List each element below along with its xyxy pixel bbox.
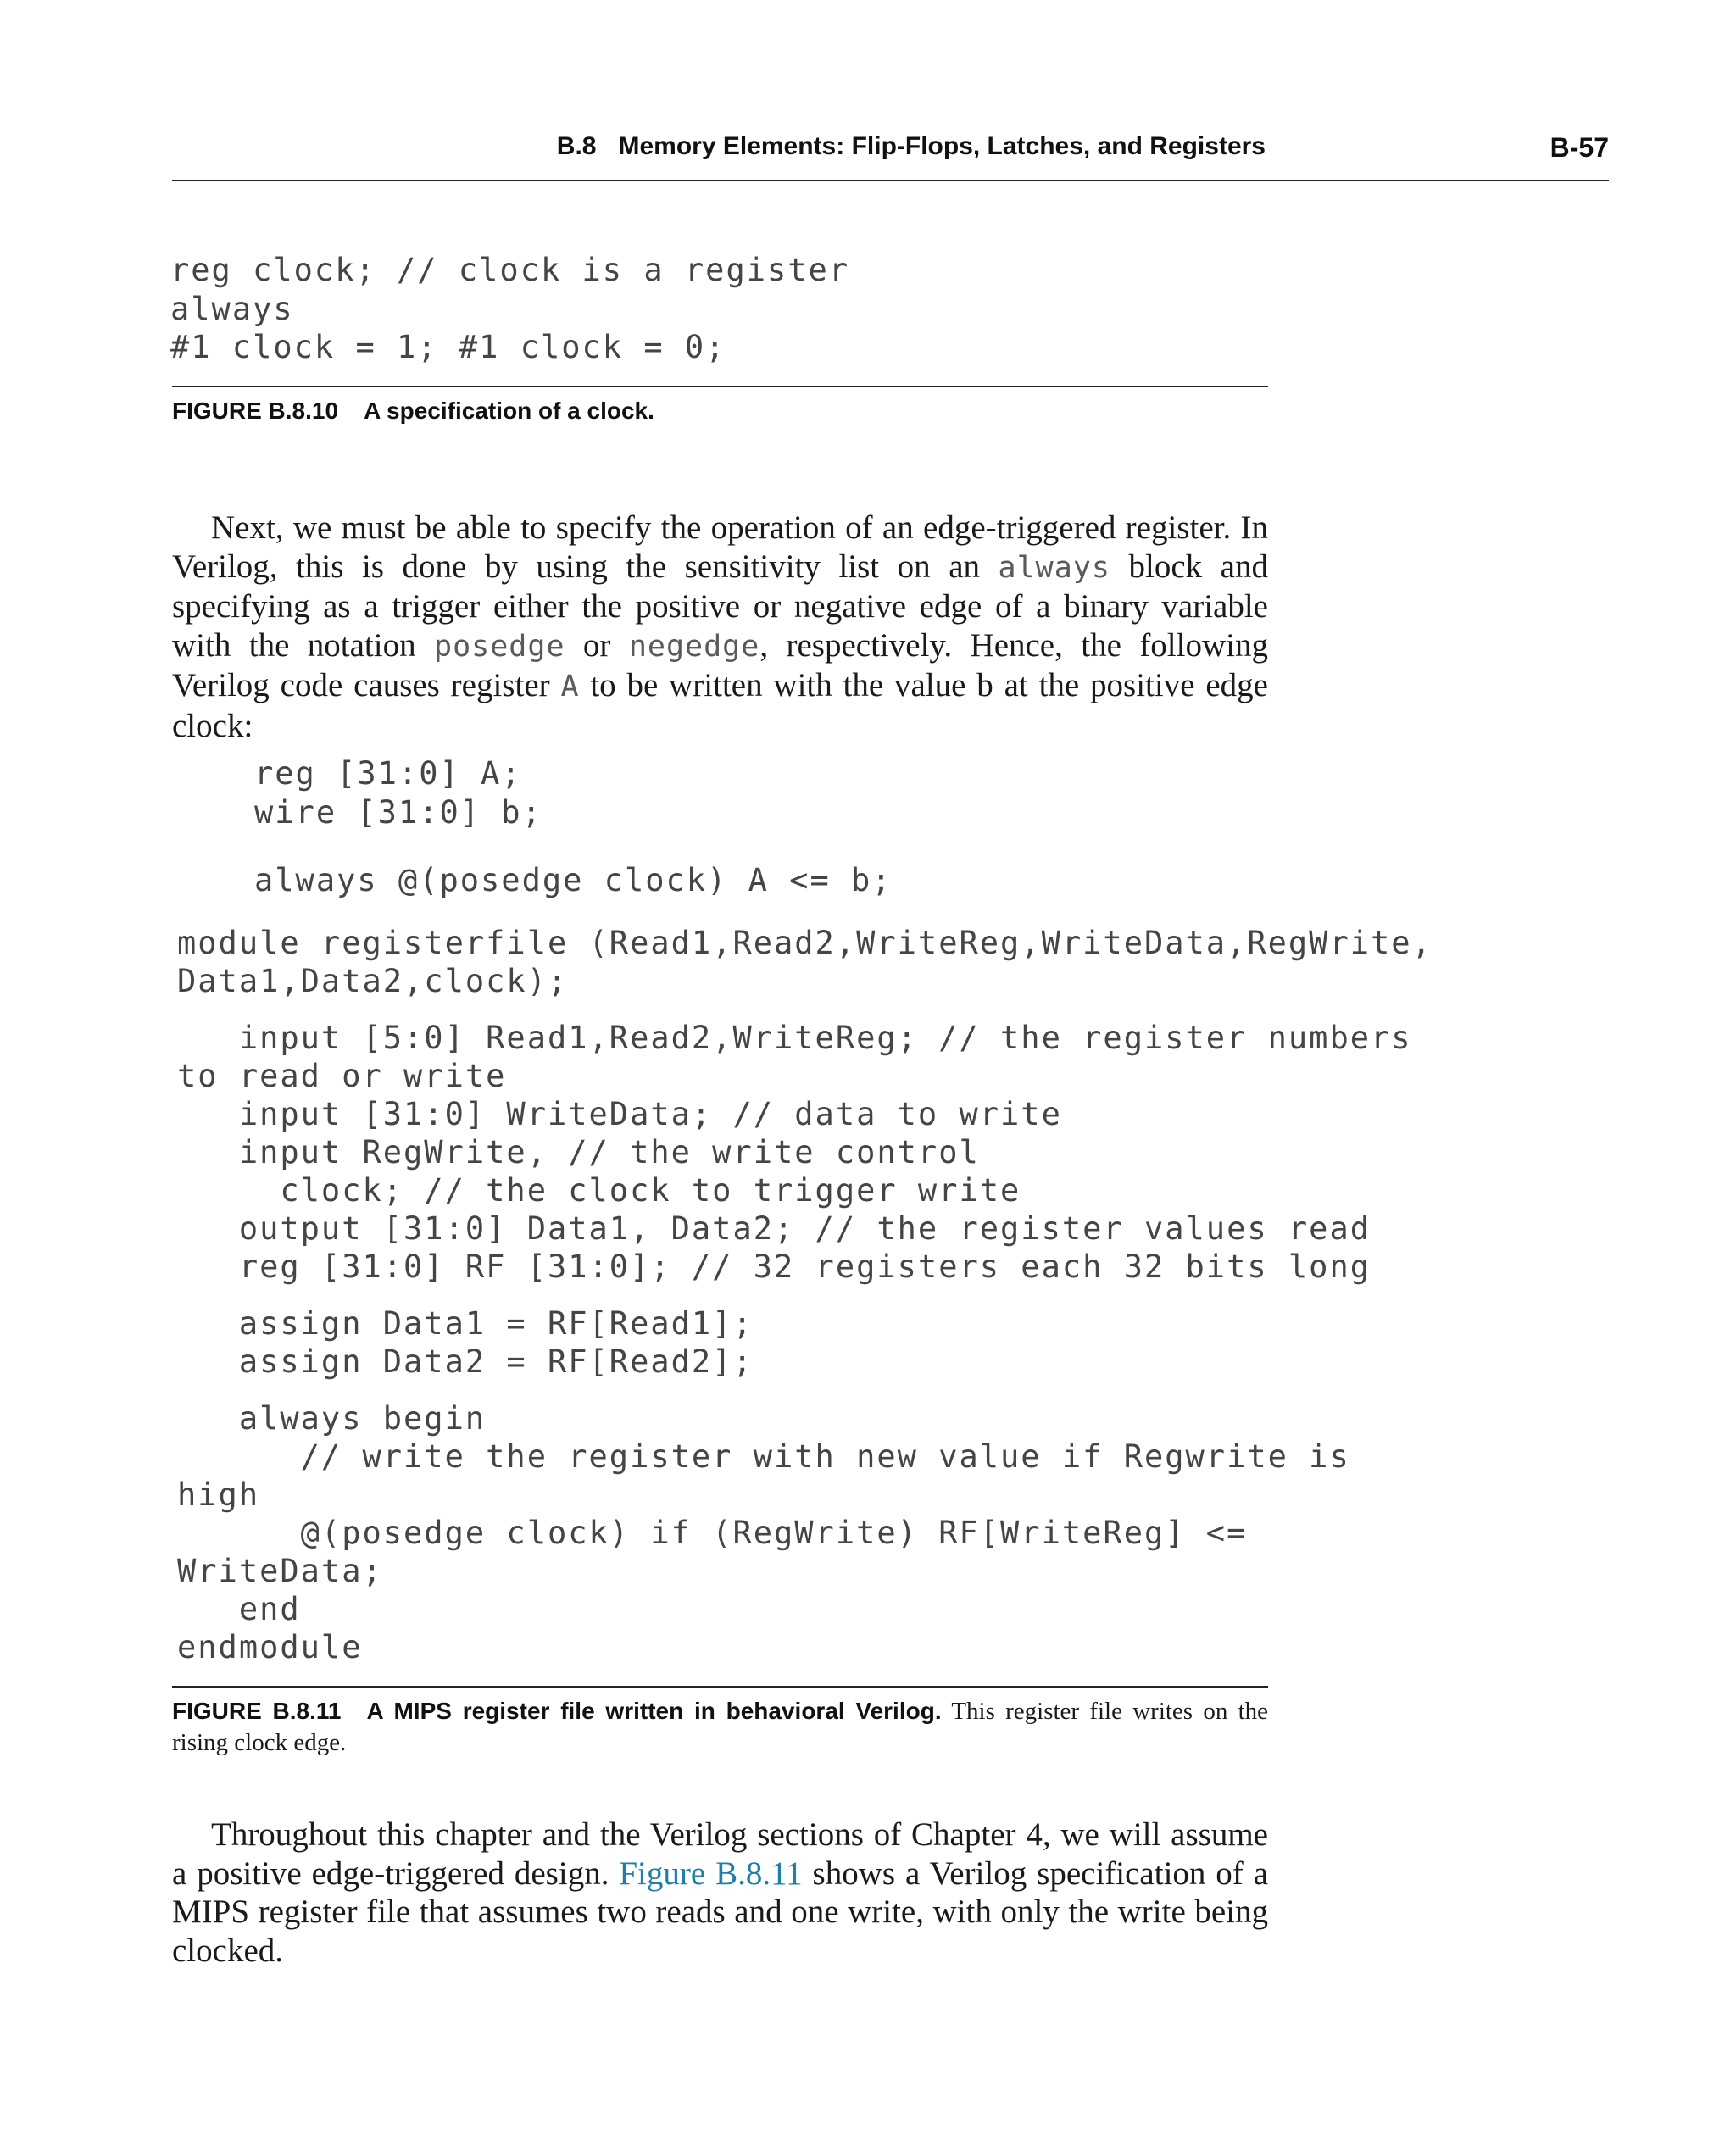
code-line: high [177,1476,260,1513]
figure-10-code [170,251,849,367]
code-line: always begin [177,1400,487,1437]
code-line: reg [31:0] A; [254,755,522,792]
figure-reference-link[interactable]: Figure B.8.11 [619,1855,803,1892]
section-number: B.8 [556,132,597,160]
figure-label: FIGURE B.8.11 [172,1698,342,1724]
code-line: reg clock; // clock is a register [170,252,850,288]
figure-description: This register file writes on the rising clock edge. [172,1698,1269,1756]
code-line: assign Data2 = RF[Read2]; [177,1343,754,1380]
code-line: reg [31:0] RF [31:0]; // 32 registers each 32 bits long [177,1248,1372,1285]
code-line: endmodule [177,1629,363,1666]
code-line: @(posedge clock) if (RegWrite) RF[WriteReg] <= [177,1515,1248,1551]
code-line: assign Data1 = RF[Read1]; [177,1305,754,1342]
inline-code: posedge [434,629,565,664]
running-header [172,132,1609,181]
code-line: input [31:0] WriteData; // data to write [177,1096,1062,1132]
code-line: end [177,1591,301,1627]
page-number: B-57 [1550,132,1609,163]
code-line: output [31:0] Data1, Data2; // the register values read [177,1210,1372,1247]
code-line: WriteData; [177,1553,383,1589]
code-line: Data1,Data2,clock); [177,963,569,999]
section-heading [557,132,1266,161]
code-line: always [170,290,294,327]
figure-label: FIGURE B.8.10 [172,398,339,424]
body-paragraph-2: Throughout this chapter and the Verilog sections of Chapter 4, we will assume a positive edge-triggered design. Figure B.8.11 shows a Verilog specification of a MIPS register file that assumes two reads and one write, with only the write being clocked. [172,1816,1269,1969]
inline-code: negedge [628,629,760,664]
figure-11-caption [172,1695,1268,1759]
figure-11-rule [172,1686,1268,1688]
code-line: always @(posedge clock) A <= b; [254,862,893,898]
body-paragraph-1: Next, we must be able to specify the operation of an edge-triggered register. In Verilog, this is done by using the sensitivity list on an always block and specifying as a trigger either the positive or negative edge of a binary variable with the notation posedge or negedge, respectively. Hence, the following Verilog code causes register A to be written with the value b at the positive edge clock: [172,509,1268,744]
code-line: clock; // the clock to trigger write [177,1172,1021,1209]
figure-10-rule [172,386,1268,387]
code-line: to read or write [177,1058,507,1094]
code-line: // write the register with new value if Regwrite is [177,1438,1350,1475]
section-title: Memory Elements: Flip-Flops, Latches, and Registers [618,132,1266,160]
figure-11-code [177,924,1433,1666]
figure-title: A MIPS register file written in behavioral Verilog. [366,1698,942,1724]
code-line: input RegWrite, // the write control [177,1134,980,1171]
code-line: module registerfile (Read1,Read2,WriteReg,WriteData,RegWrite, [177,925,1433,961]
example-code [254,754,893,900]
code-line: input [5:0] Read1,Read2,WriteReg; // the register numbers [177,1020,1412,1056]
inline-code: A [560,670,580,703]
inline-code: always [998,550,1110,585]
figure-10-caption [172,395,1268,427]
code-line: wire [31:0] b; [254,794,542,831]
code-line: #1 clock = 1; #1 clock = 0; [170,329,726,365]
figure-title: A specification of a clock. [364,398,654,424]
